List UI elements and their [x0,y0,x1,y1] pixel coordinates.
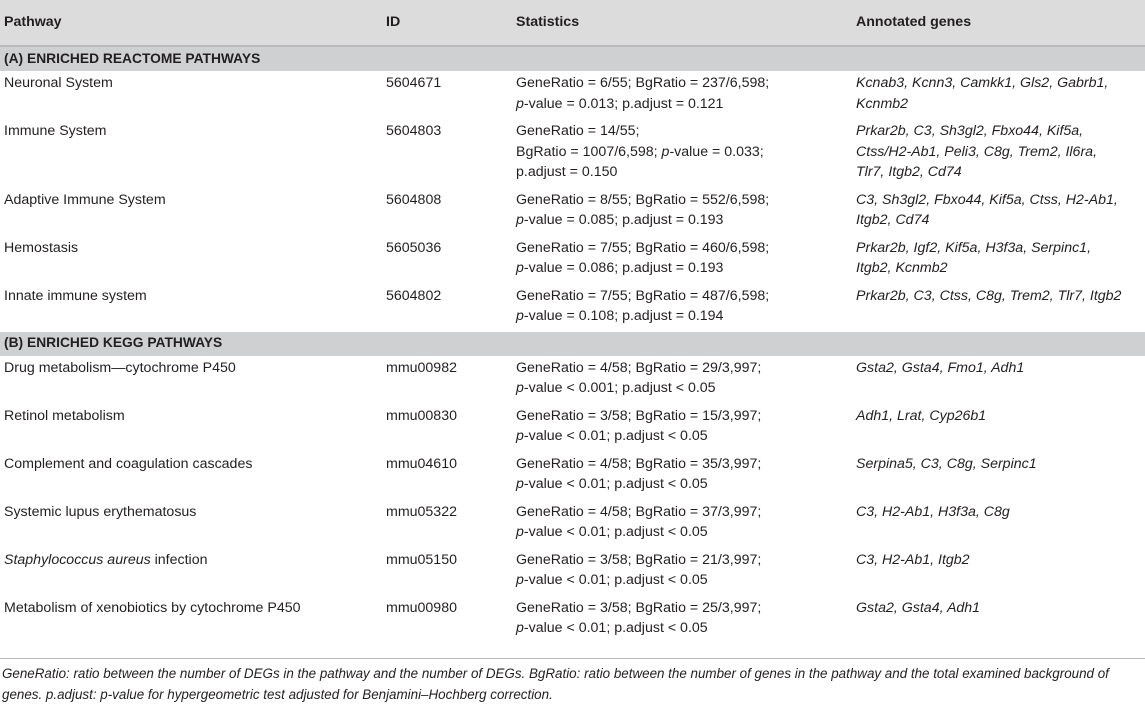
pathway-suffix: infection [150,551,208,568]
cell-genes [852,236,1145,284]
cell-pathway: Drug metabolism—cytochrome P450 [4,359,236,376]
stat-line: GeneRatio = 4/58; BgRatio = 29/3,997; [516,359,762,376]
p-letter: p [516,212,524,228]
header-pathway: Pathway [0,0,370,46]
stat-line: -value = 0.108; p.adjust = 0.194 [523,308,724,324]
cell-genes: Serpina5, C3, C8g, Serpinc1 [856,455,1037,472]
cell-pathway [0,548,370,596]
cell-id: 5604671 [386,75,442,91]
stat-line: GeneRatio = 3/58; BgRatio = 21/3,997; [516,551,762,568]
cell-pathway: Complement and coagulation cascades [4,455,253,472]
stat-line: GeneRatio = 7/55; BgRatio = 460/6,598; [516,239,770,256]
header-genes: Annotated genes [852,0,1145,46]
cell-id: mmu04610 [386,455,457,472]
cell-genes [852,71,1145,119]
gene-line: Ctss/H2-Ab1, Peli3, C8g, Trem2, Il6ra, [856,143,1098,160]
gene-line: Itgb2, Kcnmb2 [856,260,948,276]
header-statistics: Statistics [512,0,852,46]
stat-line: GeneRatio = 4/58; BgRatio = 37/3,997; [516,503,762,520]
stat-line: -value = 0.013; p.adjust = 0.121 [523,95,724,112]
cell-pathway: Neuronal System [4,75,113,91]
gene-line: Tlr7, Itgb2, Cd74 [856,164,962,180]
p-letter: p [516,620,524,636]
stat-line: -value < 0.01; p.adjust < 0.05 [523,428,708,444]
stat-line: -value < 0.001; p.adjust < 0.05 [523,380,716,396]
cell-pathway: Retinol metabolism [4,407,125,424]
p-letter: p [516,428,524,444]
cell-genes: Gsta2, Gsta4, Fmo1, Adh1 [856,359,1025,376]
cell-genes: Gsta2, Gsta4, Adh1 [856,599,981,616]
cell-id: mmu00982 [386,359,457,376]
cell-statistics [512,452,852,500]
section-title-kegg: (B) ENRICHED KEGG PATHWAYS [0,332,1145,356]
header-id: ID [370,0,512,46]
stat-line: -value < 0.01; p.adjust < 0.05 [523,476,708,492]
gene-line: Itgb2, Cd74 [856,212,930,228]
table-row [0,500,1145,548]
cell-pathway: Immune System [4,123,107,139]
cell-statistics [512,356,852,404]
cell-id: mmu05150 [386,551,457,568]
stat-line: GeneRatio = 3/58; BgRatio = 15/3,997; [516,407,762,424]
table-footnote: GeneRatio: ratio between the number of DEGs in the pathway and the number of DEGs. BgRatio: ratio between the number of genes in the pathway and the total examined background of genes. p.adjust: p-value for hypergeometric test adjusted for Benjamini–Hochberg correction. [2,666,1109,702]
p-letter: p [661,143,670,160]
stat-line: GeneRatio = 4/58; BgRatio = 35/3,997; [516,455,762,472]
stat-line: -value = 0.086; p.adjust = 0.193 [523,260,724,276]
stat-line: GeneRatio = 3/58; BgRatio = 25/3,997; [516,599,762,616]
table-row [0,548,1145,596]
cell-pathway: Systemic lupus erythematosus [4,503,197,520]
cell-id: 5605036 [386,239,442,256]
cell-statistics [512,596,852,644]
gene-line: Prkar2b, Igf2, Kif5a, H3f3a, Serpinc1, [856,239,1092,256]
gene-line: Kcnab3, Kcnn3, Camkk1, Gls2, Gabrb1, [856,75,1109,91]
cell-statistics [512,500,852,548]
header-row [0,0,1145,46]
cell-statistics [512,548,852,596]
stat-line: GeneRatio = 6/55; BgRatio = 237/6,598; [516,75,770,91]
cell-statistics [512,404,852,452]
cell-statistics [512,119,852,188]
table-row [0,596,1145,644]
gene-line: Kcnmb2 [856,95,909,112]
table-row [0,71,1145,119]
cell-pathway: Hemostasis [4,239,79,256]
stat-line: -value < 0.01; p.adjust < 0.05 [523,620,708,636]
cell-genes: C3, H2-Ab1, H3f3a, C8g [856,503,1010,520]
cell-id: 5604808 [386,191,442,208]
cell-pathway: Metabolism of xenobiotics by cytochrome P450 [4,599,301,616]
cell-genes [852,188,1145,236]
cell-id: mmu00830 [386,407,457,424]
table-row [0,119,1145,188]
cell-genes: C3, H2-Ab1, Itgb2 [856,551,970,568]
cell-genes: Adh1, Lrat, Cyp26b1 [856,407,987,424]
table-row [0,404,1145,452]
cell-id: 5604803 [386,123,442,139]
p-letter: p [516,308,524,324]
stat-line: -value = 0.033; [669,143,764,160]
cell-pathway: Adaptive Immune System [4,191,166,208]
cell-statistics [512,284,852,332]
cell-id: 5604802 [386,287,442,304]
p-letter: p [516,524,524,540]
gene-line: Prkar2b, C3, Sh3gl2, Fbxo44, Kif5a, [856,123,1084,139]
p-letter: p [516,260,524,276]
gene-line: C3, Sh3gl2, Fbxo44, Kif5a, Ctss, H2-Ab1, [856,191,1118,208]
section-header [0,46,1145,71]
stat-line: -value < 0.01; p.adjust < 0.05 [523,572,708,588]
section-title-reactome: (A) ENRICHED REACTOME PATHWAYS [0,46,1145,71]
cell-genes: Prkar2b, C3, Ctss, C8g, Trem2, Tlr7, Itgb2 [856,287,1122,304]
stat-line: p.adjust = 0.150 [516,164,618,180]
cell-statistics [512,188,852,236]
p-letter: p [516,380,524,396]
stat-line: GeneRatio = 14/55; [516,123,640,139]
table-row [0,452,1145,500]
stat-line: GeneRatio = 8/55; BgRatio = 552/6,598; [516,191,770,208]
section-header [0,332,1145,356]
cell-pathway: Innate immune system [4,287,147,304]
p-letter: p [516,476,524,492]
table-row [0,236,1145,284]
stat-line: -value < 0.01; p.adjust < 0.05 [523,524,708,540]
stat-line: GeneRatio = 7/55; BgRatio = 487/6,598; [516,287,770,304]
table-bottom-rule [0,658,1145,659]
stat-line: -value = 0.085; p.adjust = 0.193 [523,212,724,228]
table-row [0,188,1145,236]
table-row [0,356,1145,404]
cell-statistics [512,236,852,284]
cell-id: mmu00980 [386,599,457,616]
cell-id: mmu05322 [386,503,457,520]
stat-line: BgRatio = 1007/6,598; [516,143,662,160]
p-letter: p [516,572,524,588]
p-letter: p [516,95,524,112]
cell-genes [852,119,1145,188]
cell-statistics [512,71,852,119]
species-name: Staphylococcus aureus [4,551,151,568]
table-row [0,284,1145,332]
